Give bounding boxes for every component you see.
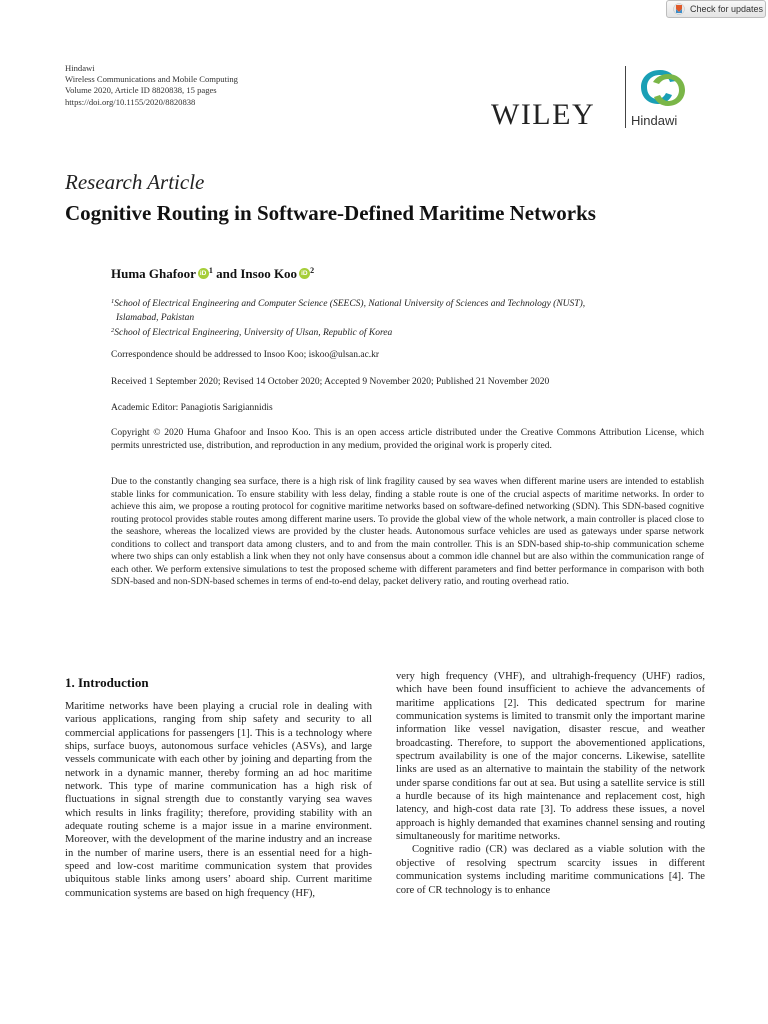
article-type: Research Article [65,170,205,194]
body-paragraph: Cognitive radio (CR) was declared as a viable solution with the objective of resolving spectrum scarcity issues in different communication systems including maritime communications [4]. The core of CR technology is to enhance [396,844,705,896]
abstract: Due to the constantly changing sea surface, there is a high risk of link fragility caused by sea waves when different marine users are intended to establish stable links for communication. To ensure stability with less delay, finding a stable route is one of the crucial aspects of maritime networks. In order to achieve this aim, we propose a routing protocol for cognitive maritime networks based on software-defined networking (SDN). This SDN-based cognitive routing protocol provides stable routes among different marine users. To provide the global view of the whole network, a main controller is placed close to the seashore, whereas the localized views are provided by the cluster heads. Autonomous surface vehicles are used as gateways under sparse network conditions to collect and transport data among clusters, and to and from the main controller. This is an SDN-based ship-to-ship communication scheme where two ships can only establish a link when they not only have consensus about a common idle channel but are also within the communication range of each other. We perform extensive simulations to test the proposed scheme with different parameters and find better performance in comparison with both SDN-based and non-SDN-based schemes in terms of end-to-end delay, packet delivery ratio, and routing overhead ratio. [111,477,704,587]
orcid-icon[interactable]: iD [198,268,209,279]
journal-meta [65,63,238,108]
author-name[interactable]: Huma Ghafoor [111,266,196,281]
author-name[interactable]: Insoo Koo [240,266,298,281]
body-paragraph: Maritime networks have been playing a crucial role in dealing with various applications, ranging from ship safety and security to all commercial applications for passengers [1]. This is a technology where ships, surface buoys, autonomous surface vehicles (ASVs), and large vessels communicate with each other by joining and departing from the network in a dynamic manner, thereby forming an ad hoc maritime network. This type of marine communication has a high risk of fluctuations in signal strength due to constantly varying sea waves which results in links fragility; therefore, providing stability with an adequate routing scheme is a major issue in a marine environment. Moreover, with the development of the marine industry and an increase in the number of marine users, there is an essential need for a high-speed and low-cost maritime communication system that provides ubiquitous stable links among users’ aboard ship. Current maritime communication systems are based on high frequency (HF), [65,701,372,899]
correspondence: Correspondence should be addressed to Insoo Koo; iskoo@ulsan.ac.kr [111,350,380,360]
author-conjunction: and [212,266,241,281]
logo-divider [625,66,626,128]
affiliation-1: $^1$School of Electrical Engineering and Computer Science (SEECS), National University of Sciences and Technology (NUST), Islamabad, Pakistan [111,298,586,323]
check-for-updates-label: Check for updates [690,4,764,14]
author-affiliation-mark: 2 [310,266,315,275]
crossmark-icon [673,3,685,15]
section-heading: 1. Introduction [65,675,149,690]
journal-name: Wireless Communications and Mobile Computing [65,74,238,85]
intro-right-column [396,670,705,897]
article-dates: Received 1 September 2020; Revised 14 October 2020; Accepted 9 November 2020; Published 21 November 2020 [111,377,550,387]
author-list [111,266,314,282]
check-for-updates-button[interactable] [666,0,766,18]
body-paragraph: very high frequency (VHF), and ultrahigh-frequency (UHF) radios, which have been found insufficient to achieve the advancements of maritime applications [2]. This dedicated spectrum for marine communication systems is limited to transmit only the important marine information like vessel navigation, disaster rescue, and weather broadcasting. Therefore, to support the abovementioned applications, spectrum availability is one of the major concerns. Likewise, satellite links are used as an alternative to maintain the stability of the network under sparse conditions far out at sea. But using a satellite service is still a hurdle because of its high maintenance and replacement cost, high latency, and high-cost data rate [3]. To address these issues, a novel approach is highly demanded that examines channel sensing and routing simultaneously for maritime networks. [396,671,705,843]
affiliation-2: $^2$School of Electrical Engineering, University of Ulsan, Republic of Korea [111,327,393,338]
journal-volume: Volume 2020, Article ID 8820838, 15 pages [65,85,217,96]
journal-publisher: Hindawi [65,63,95,73]
hindawi-logo-text: Hindawi [631,113,678,128]
orcid-icon[interactable]: iD [299,268,310,279]
hindawi-logo-icon [638,64,690,112]
wiley-logo: WILEY [491,98,596,131]
copyright-notice: Copyright © 2020 Huma Ghafoor and Insoo Koo. This is an open access article distributed under the Creative Commons Attribution License, which permits unrestricted use, distribution, and reproduction in any medium, provided the original work is properly cited. [111,428,704,451]
author-affiliation-mark: 1 [208,266,213,275]
intro-left-column [65,700,372,900]
academic-editor: Academic Editor: Panagiotis Sarigiannidis [111,403,273,413]
journal-doi-link[interactable]: https://doi.org/10.1155/2020/8820838 [65,96,196,107]
article-title: Cognitive Routing in Software-Defined Maritime Networks [65,201,596,225]
